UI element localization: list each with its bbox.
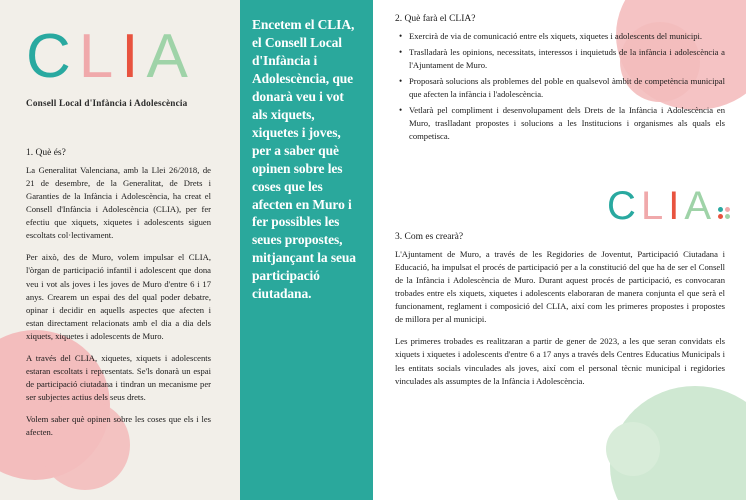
logo-subtitle: Consell Local d'Infància i Adolescència (26, 98, 188, 108)
bullet-list (395, 30, 725, 144)
logo-letter-a: A (684, 184, 712, 228)
list-item: • Exercirà de via de comunicació entre els xiquets, xiquetes i adolescents del municipi. (395, 30, 725, 43)
clia-logo-secondary-letters (607, 186, 712, 226)
teal-headline-panel (240, 0, 373, 500)
paragraph: La Generalitat Valenciana, amb la Llei 26/2018, de 21 de desembre, de la Generalitat, de Drets i Garanties de la Infància i Adolescència, ha creat el Consell d'Infància i Adolescència (CLIA), per fer efectiu que xiquets, xiquetes i adolescents siguen escoltats col·lectivament. (26, 165, 211, 241)
section-heading-1: 1. Què és? (26, 148, 66, 158)
paragraph: Les primeres trobades es realitzaran a partir de gener de 2023, a les que seran convidats els xiquets i xiquetes i adolescents d'entre 6 a 17 anys a través dels Centres Educatius Municipals i les entitats socials vinculades als joves, així com el personal tècnic municipal i regidories vinculades als assumptes de la Infància i Adolescència. (395, 336, 725, 386)
paragraph: Per això, des de Muro, volem impulsar el CLIA, l'òrgan de participació infantil i adolescent que dona veu i vot als joves i les joves de Muro d'entre 6 i 17 anys. Crearem un espai des del qual poder debatre, opinar i decidir en aquells aspectes que afecten i estan directament relacionats amb el dia a dia dels xiquets, xiquetes i adolescents de Muro. (26, 252, 211, 341)
paragraph: A través del CLIA, xiquetes, xiquets i adolescents estaran escoltats i representats. Se'ls donarà un espai de participació ciutadana i tindran un mecanisme per ser subjectes actius dels seus drets. (26, 352, 211, 402)
clia-logo-letters (26, 22, 216, 91)
logo-letter-i: I (668, 184, 681, 228)
list-item: • Vetlarà pel compliment i desenvolupament dels Drets de la Infància i Adolescència en Muro, traslladant propostes i solucions a les Institucions i organismes als quals els competisca. (395, 104, 725, 143)
section-com-es-creara (395, 232, 725, 397)
list-item: • Proposarà solucions als problemes del poble en qualsevol àmbit de competència municipal que afecten la infància i l'adolescència. (395, 75, 725, 101)
section-heading-2: 2. Què farà el CLIA? (395, 14, 476, 24)
logo-letter-l: L (78, 22, 116, 91)
dot-grid-decoration (718, 207, 730, 219)
logo-letter-a: A (146, 22, 190, 91)
section-que-es (26, 148, 211, 448)
logo-letter-c: C (607, 184, 637, 228)
clia-logo (26, 22, 216, 108)
paragraph: L'Ajuntament de Muro, a través de les Regidories de Joventut, Participació Ciutadana i Educació, ha impulsat el procés de participació per a la constitució del que ha de ser el Consell de la Infància i Adolescència de Muro. Durant aquest procés de participació, es convocaran trobades entre els xiquets, xiquetes i adolescents elaboraran de manera conjunta el que serà el funcionament, reglament i composició del CLIA, així com les primeres propostes i propostes de millora per al municipi. (395, 249, 725, 325)
logo-letter-c: C (26, 22, 73, 91)
right-panel (373, 0, 746, 500)
teal-headline: Encetem el CLIA, el Consell Local d'Infància i Adolescència, que donarà veu i vot als xiquets, xiquetes i joves, per a saber què opinen sobre les coses que les afecten en Muro i fer possibles les seues propostes, mitjançant la seua participació ciutadana. (252, 17, 356, 302)
paragraph: Volem saber què opinen sobre les coses que els i les afecten. (26, 414, 211, 438)
list-item: • Traslladarà les opinions, necessitats, interessos i inquietuds de la infància i adolescència a l'Ajuntament de Muro. (395, 46, 725, 72)
section-heading-3: 3. Com es crearà? (395, 232, 464, 242)
logo-letter-l: L (640, 184, 665, 228)
section-que-fara (395, 14, 725, 147)
clia-logo-secondary (607, 186, 730, 226)
logo-letter-i: I (121, 22, 141, 91)
mint-blob-decoration-2 (606, 422, 660, 476)
